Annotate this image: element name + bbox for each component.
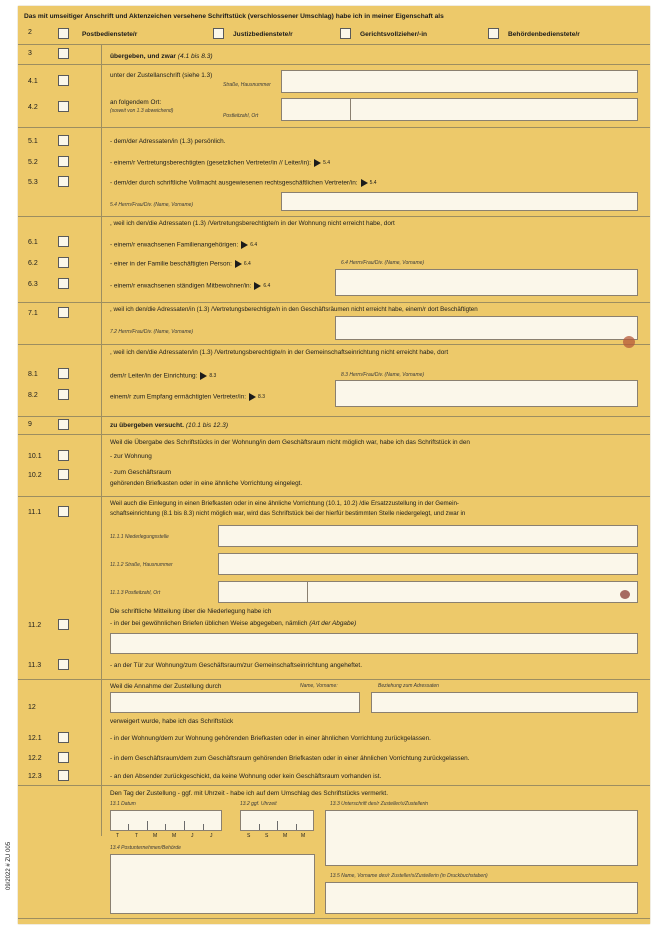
divider (18, 344, 650, 345)
label-5-2: - einem/r Vertretungsberechtigten (gesetzlichen Vertreter/in // Leiter/in): 5.4 (110, 159, 331, 167)
relationship-field[interactable] (371, 692, 638, 713)
row-number-4-2: 4.2 (28, 104, 38, 111)
text-6-2: einer in der Familie beschäftigten Person: (113, 260, 232, 268)
time-letter: S (247, 833, 251, 839)
name-field-5-4[interactable] (281, 192, 638, 211)
checkbox-10-2[interactable] (58, 469, 69, 480)
hint-12-bez: Beziehung zum Adressaten (378, 683, 439, 689)
arrow-right-icon (254, 282, 261, 290)
checkbox-5-3[interactable] (58, 176, 69, 187)
date-letter: T (135, 833, 139, 839)
label-11-2: - in der bei gewöhnlichen Briefen üblichen Weise abgegeben, nämlich (Art der Abgabe) (110, 620, 357, 627)
section-9-text: zu übergeben versucht. (110, 422, 185, 429)
ref-8-2: 8.3 (258, 394, 265, 400)
row-number-5-3: 5.3 (28, 179, 38, 186)
row-number-10-2: 10.2 (28, 472, 42, 479)
divider (18, 918, 650, 919)
checkbox-4-2[interactable] (58, 101, 69, 112)
hint-6-4: 6.4 Herrn/Frau/Div. (Name, Vorname) (341, 260, 425, 266)
row-number-11-3: 11.3 (28, 662, 42, 669)
label-10-1: - zur Wohnung (110, 453, 152, 460)
section-11-intro-1: Weil auch die Einlegung in einen Briefkasten oder in eine ähnliche Vorrichtung (10.1, 10.2) /die Ersatzzustellung in der Gemein- (110, 500, 459, 507)
row-number-6-2: 6.2 (28, 260, 38, 267)
city-field[interactable] (350, 98, 638, 121)
label-6-1: - einem/r erwachsenen Familienangehörigen: 6.4 (110, 241, 258, 249)
checkbox-8-2[interactable] (58, 389, 69, 400)
row-number-5-2: 5.2 (28, 159, 38, 166)
row-number-4-1: 4.1 (28, 78, 38, 85)
section-11-mitteilung: Die schriftliche Mitteilung über die Niederlegung habe ich (110, 608, 272, 615)
row-number-6-3: 6.3 (28, 281, 38, 288)
refusal-name-field[interactable] (110, 692, 360, 713)
postunternehmen-field[interactable] (110, 854, 315, 914)
hint-8-3: 8.3 Herrn/Frau/Div. (Name, Vorname) (341, 372, 425, 378)
hint-13-5: 13.5 Name, Vorname des/r Zusteller/s/Zustellerin (in Druckbuchstaben) (330, 873, 488, 879)
section-7-intro: , weil ich den/die Adressaten/in (1.3) /Vertretungsberechtigte/n in den Geschäftsräumen nicht erreicht habe, einem/r dort Beschäftigten (110, 306, 478, 313)
section-9-ref: (10.1 bis 12.3) (185, 422, 229, 429)
hint-7-2: 7.2 Herrn/Frau/Div. (Name, Vorname) (110, 329, 194, 335)
time-letter: M (301, 833, 306, 839)
text-6-3: einem/r erwachsenen ständigen Mitbewohner/in: (113, 282, 252, 290)
label-4-1: unter der Zustellanschrift (siehe 1.3) (110, 72, 213, 79)
time-field[interactable] (240, 810, 314, 831)
arrow-right-icon (249, 393, 256, 401)
row-number-3: 3 (28, 50, 32, 57)
name-field-6-4[interactable] (335, 269, 638, 296)
text-8-2: einem/r zum Empfang ermächtigten Vertreter/in: (110, 393, 247, 401)
row-number-2: 2 (28, 29, 32, 36)
checkbox-9[interactable] (58, 419, 69, 430)
text-11-2: in der bei gewöhnlichen Briefen üblichen Weise abgegeben, nämlich (113, 620, 308, 627)
text-12-3: an den Absender zurückgeschickt, da keine Wohnung oder kein Geschäftsraum vorhanden ist. (113, 773, 382, 780)
arrow-right-icon (235, 260, 242, 268)
hint-4-1: Straße, Hausnummer (223, 82, 271, 88)
section-10-intro: Weil die Übergabe des Schriftstücks in der Wohnung/in dem Geschäftsraum nicht möglich war, habe ich das Schriftstück in den (110, 439, 470, 446)
text-6-1: einem/r erwachsenen Familienangehörigen: (113, 241, 239, 249)
section-3-label (110, 53, 213, 60)
ref-6-1: 6.4 (250, 242, 258, 248)
zusteller-name-field[interactable] (325, 882, 638, 914)
row-number-9: 9 (28, 421, 32, 428)
row-number-12-1: 12.1 (28, 735, 42, 742)
arrow-right-icon (314, 159, 321, 167)
section-12-verweigert: verweigert wurde, habe ich das Schriftstück (110, 718, 234, 725)
section-9-label (110, 422, 228, 429)
section-10-tail: gehörenden Briefkasten oder in eine ähnliche Vorrichtung eingelegt. (110, 480, 303, 487)
time-letter: M (283, 833, 288, 839)
checkbox-justizbedienstete[interactable] (213, 28, 224, 39)
hint-12-name: Name, Vorname: (300, 683, 338, 689)
row-number-11-1: 11.1 (28, 509, 42, 516)
hint-5-4: 5.4 Herrn/Frau/Div. (Name, Vorname) (110, 202, 194, 208)
label-8-2 (110, 393, 265, 401)
divider (18, 785, 650, 786)
name-field-7-2[interactable] (335, 316, 638, 340)
text-10-1: zur Wohnung (113, 453, 152, 460)
role-label-gerichtsvollzieher: Gerichtsvollzieher/-in (360, 31, 428, 38)
date-letter: M (153, 833, 158, 839)
hint-13-4: 13.4 Postunternehmen/Behörde (110, 845, 181, 851)
date-letters (110, 833, 222, 841)
label-5-1: - dem/der Adressaten/in (1.3) persönlich. (110, 138, 226, 145)
row-number-10-1: 10.1 (28, 453, 42, 460)
section-11-intro-2: schaftseinrichtung (8.1 bis 8.3) nicht möglich war, wird das Schriftstück bei der hierfür bestimmten Stelle niedergelegt, und zwar in (110, 510, 466, 517)
label-12-3: - an den Absender zurückgeschickt, da keine Wohnung oder kein Geschäftsraum vorhanden ist. (110, 773, 382, 780)
ref-5-2: 5.4 (323, 160, 331, 166)
section-3-ref: (4.1 bis 8.3) (177, 53, 213, 60)
checkbox-12-3[interactable] (58, 770, 69, 781)
hint-4-2-note: (soweit von 1.3 abweichend) (110, 108, 174, 114)
date-letter: J (191, 833, 194, 839)
arrow-right-icon (200, 372, 207, 380)
checkbox-4-1[interactable] (58, 75, 69, 86)
checkbox-6-2[interactable] (58, 257, 69, 268)
label-8-1 (110, 372, 216, 380)
street-field-11[interactable] (218, 553, 638, 575)
row-number-12-3: 12.3 (28, 773, 42, 780)
label-12-1: - in der Wohnung/dem zur Wohnung gehörenden Briefkasten oder in einer ähnlichen Vorrichtung zurückgelassen. (110, 735, 431, 742)
section-3-text: übergeben, und zwar (110, 53, 176, 60)
city-field-11[interactable] (307, 581, 638, 603)
row-number-8-2: 8.2 (28, 392, 38, 399)
postcode-field-11[interactable] (218, 581, 308, 603)
checkbox-7-1[interactable] (58, 307, 69, 318)
ref-8-1: 8.3 (209, 373, 217, 379)
address-street-field[interactable] (281, 70, 638, 93)
divider (18, 216, 650, 217)
divider (18, 679, 650, 680)
checkbox-postbedienstete[interactable] (58, 28, 69, 39)
divider (18, 64, 650, 65)
label-5-3: - dem/der durch schriftliche Vollmacht ausgewiesenen rechtsgeschäftlichen Vertreter/in: 5.4 (110, 179, 377, 187)
zustellungsurkunde-form (18, 6, 650, 924)
label-10-2: - zum Geschäftsraum (110, 469, 172, 476)
hint-11-1-1: 11.1.1 Niederlegungsstelle (110, 534, 169, 540)
paper-stain (620, 590, 630, 599)
section-13-intro: Den Tag der Zustellung - ggf. mit Uhrzeit - habe ich auf dem Umschlag des Schriftstücks vermerkt. (110, 790, 388, 797)
checkbox-gerichtsvollzieher[interactable] (340, 28, 351, 39)
text-10-2: zum Geschäftsraum (113, 469, 172, 476)
divider (18, 127, 650, 128)
ref-6-2: 6.4 (243, 261, 251, 267)
checkbox-11-2[interactable] (58, 619, 69, 630)
niederlegungsstelle-field[interactable] (218, 525, 638, 547)
label-6-3: - einem/r erwachsenen ständigen Mitbewohner/in: 6.4 (110, 282, 271, 290)
section-8-intro: , weil ich den/die Adressaten/in (1.3) /Vertretungsberechtigte/n in der Gemeinschaftseinrichtung nicht erreicht habe, dort (110, 349, 449, 356)
role-label-justiz: Justizbedienstete/r (233, 31, 293, 38)
divider (18, 44, 650, 45)
checkbox-5-1[interactable] (58, 135, 69, 146)
hint-4-2: Postleitzahl, Ort (223, 113, 259, 119)
date-letter: J (210, 833, 213, 839)
checkbox-8-1[interactable] (58, 368, 69, 379)
text-5-2: einem/r Vertretungsberechtigten (gesetzlichen Vertreter/in // Leiter/in): (113, 159, 312, 167)
label-4-2: an folgendem Ort: (110, 99, 162, 106)
ref-6-3: 6.4 (263, 283, 271, 289)
row-number-6-1: 6.1 (28, 239, 38, 246)
header-intro: Das mit umseitiger Anschrift und Aktenzeichen versehene Schriftstück (verschlossener Umschlag) habe ich in meiner Eigenschaft als (24, 13, 444, 20)
row-number-11-2: 11.2 (28, 622, 42, 629)
hint-13-2: 13.2 ggf. Uhrzeit (240, 801, 277, 807)
signature-field[interactable] (325, 810, 638, 866)
checkbox-10-1[interactable] (58, 450, 69, 461)
checkbox-11-1[interactable] (58, 506, 69, 517)
role-label-behoerde: Behördenbedienstete/r (508, 31, 580, 38)
checkbox-5-2[interactable] (58, 156, 69, 167)
text-8-1: dem/r Leiter/in der Einrichtung: (110, 372, 198, 380)
form-code: 09/2022 # ZU 005 (6, 841, 12, 890)
label-12-2: - in dem Geschäftsraum/dem zum Geschäftsraum gehörenden Briefkasten oder in einer ähnlichen Vorrichtung zurückgelassen. (110, 755, 470, 762)
date-field[interactable] (110, 810, 222, 831)
row-number-5-1: 5.1 (28, 138, 38, 145)
role-label-post: Postbedienstete/r (82, 31, 138, 38)
text-5-1: dem/der Adressaten/in (1.3) persönlich. (113, 138, 226, 145)
paper-stain (623, 336, 635, 348)
divider (18, 302, 650, 303)
label-6-2: - einer in der Familie beschäftigten Person: 6.4 (110, 260, 251, 268)
checkbox-6-1[interactable] (58, 236, 69, 247)
date-letter: M (172, 833, 177, 839)
text-5-3: dem/der durch schriftliche Vollmacht ausgewiesenen rechtsgeschäftlichen Vertreter/in: (113, 179, 358, 187)
checkbox-12-1[interactable] (58, 732, 69, 743)
checkbox-12-2[interactable] (58, 752, 69, 763)
arrow-right-icon (361, 179, 368, 187)
section-6-intro: , weil ich den/die Adressaten (1.3) /Vertretungsberechtigte/n in der Wohnung nicht erreicht habe, dort (110, 220, 395, 227)
divider (18, 416, 650, 417)
name-field-8-3[interactable] (335, 380, 638, 407)
row-number-7-1: 7.1 (28, 310, 38, 317)
time-letter: S (265, 833, 269, 839)
hint-11-1-2: 11.1.2 Straße, Hausnummer (110, 562, 173, 568)
divider (18, 496, 650, 497)
checkbox-11-3[interactable] (58, 659, 69, 670)
row-number-12-2: 12.2 (28, 755, 42, 762)
row-number-12: 12 (28, 704, 36, 711)
text-11-3: an der Tür zur Wohnung/zum Geschäftsraum/zur Gemeinschaftseinrichtung angeheftet. (113, 662, 362, 669)
column-divider (101, 44, 102, 836)
arrow-right-icon (241, 241, 248, 249)
divider (18, 434, 650, 435)
hint-13-3: 13.3 Unterschrift des/r Zusteller/s/Zustellerin (330, 801, 429, 807)
date-letter: T (116, 833, 120, 839)
row-number-8-1: 8.1 (28, 371, 38, 378)
text-12-1: in der Wohnung/dem zur Wohnung gehörenden Briefkasten oder in einer ähnlichen Vorrichtung zurückgelassen. (113, 735, 431, 742)
time-letters (240, 833, 314, 841)
text-11-2-italic: (Art der Abgabe) (309, 620, 357, 627)
checkbox-6-3[interactable] (58, 278, 69, 289)
checkbox-3[interactable] (58, 48, 69, 59)
art-der-abgabe-field[interactable] (110, 633, 638, 654)
ref-5-3: 5.4 (369, 180, 377, 186)
postcode-field[interactable] (281, 98, 351, 121)
text-12-2: in dem Geschäftsraum/dem zum Geschäftsraum gehörenden Briefkasten oder in einer ähnlichen Vorrichtung zurückgelassen. (113, 755, 470, 762)
hint-11-1-3: 11.1.3 Postleitzahl, Ort (110, 590, 161, 596)
checkbox-behoerdenbedienstete[interactable] (488, 28, 499, 39)
label-11-3: - an der Tür zur Wohnung/zum Geschäftsraum/zur Gemeinschaftseinrichtung angeheftet. (110, 662, 362, 669)
hint-13-1: 13.1 Datum (110, 801, 136, 807)
section-12-intro: Weil die Annahme der Zustellung durch (110, 683, 222, 690)
